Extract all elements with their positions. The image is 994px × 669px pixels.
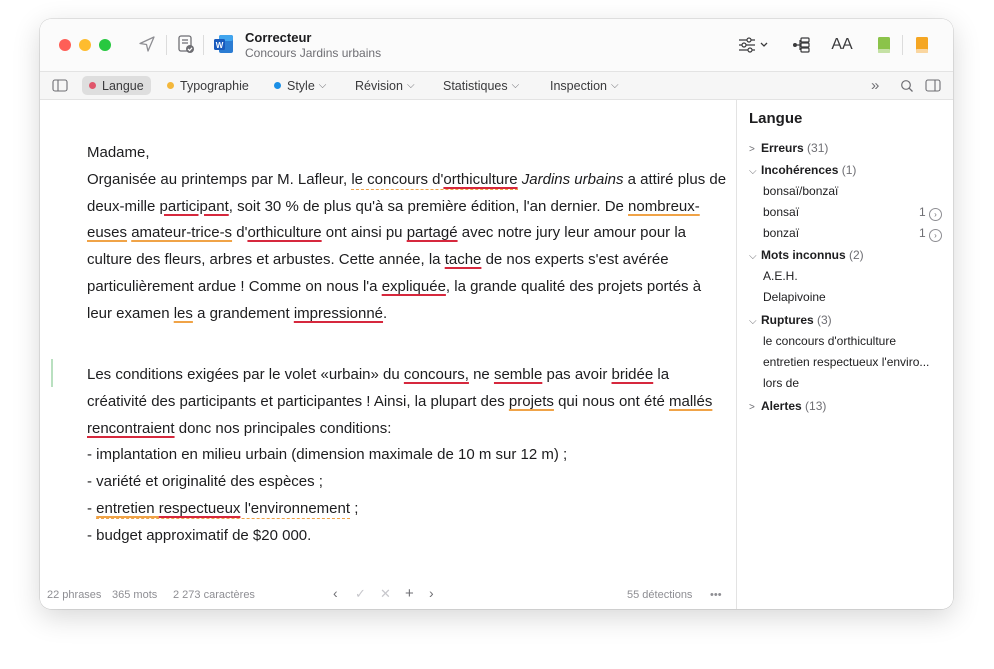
reject-icon[interactable]: ✕	[380, 586, 391, 601]
paragraph-1-body	[87, 167, 727, 328]
next-icon[interactable]: ›	[429, 585, 434, 601]
chevrons-right-icon[interactable]: »	[871, 77, 880, 94]
accept-icon[interactable]: ✓	[355, 586, 366, 601]
langue-dot	[89, 82, 96, 89]
previous-icon[interactable]: ‹	[333, 585, 338, 601]
sliders-icon[interactable]	[737, 34, 771, 56]
caracteres-count: 2 273 caractères	[173, 589, 255, 601]
error-highlight[interactable]: orthiculture	[247, 224, 322, 242]
error-highlight[interactable]: expliquée	[381, 277, 446, 295]
item-label: bonsaï	[763, 205, 800, 219]
text-run: donc nos principales conditions:	[174, 419, 392, 437]
error-highlight[interactable]: bridée	[611, 366, 654, 383]
group-alertes[interactable]	[749, 397, 949, 415]
text-run: Organisée au printemps par M. Lafleur,	[87, 170, 352, 188]
group-label: Mots inconnus	[761, 248, 846, 262]
orange-book-icon[interactable]	[911, 34, 933, 56]
tab-style[interactable]	[274, 76, 326, 95]
error-highlight[interactable]: rencontraient	[87, 419, 175, 437]
tab-typographie[interactable]	[167, 76, 249, 95]
text-run: ne	[468, 366, 494, 383]
tab-revision[interactable]	[355, 76, 415, 95]
typography-highlight[interactable]: amateur-trice-s	[131, 224, 233, 242]
minimize-window-button[interactable]	[79, 39, 91, 51]
text-run: la créativité des participants et participantes ! Ainsi, la plupart des	[87, 366, 670, 410]
item-label: bonzaï	[763, 226, 800, 240]
paragraph-margin-marker	[51, 359, 53, 387]
green-book-icon[interactable]	[873, 34, 895, 56]
group-erreurs[interactable]	[749, 139, 949, 157]
group-count: (3)	[817, 313, 832, 327]
paragraph-2-body	[87, 362, 727, 442]
text-run: ont ainsi pu	[321, 224, 407, 242]
search-icon[interactable]	[898, 77, 916, 94]
typography-highlight[interactable]: projets	[508, 392, 554, 410]
group-count: (31)	[807, 141, 829, 155]
group-label: Incohérences	[761, 163, 839, 177]
chevron-down-icon: ⌵	[406, 80, 415, 91]
text-run: , la grande qualité des projets portés à leur examen	[87, 277, 702, 322]
text-run: Les conditions exigées par le volet «urbain» du	[87, 366, 404, 383]
svg-text:W: W	[215, 41, 224, 50]
rupture-highlight[interactable]	[96, 500, 350, 519]
tab-label: Langue	[102, 78, 144, 93]
chevron-down-icon: ⌵	[318, 80, 327, 91]
list-item	[87, 496, 727, 523]
disclosure-down-icon: ⌵	[749, 316, 757, 327]
rupture-item[interactable]: entretien respectueux l'enviro...	[763, 355, 930, 369]
text-run: avec notre jury leur amour pour la culture des fleurs, arbres et arbustes. Cette année, la	[87, 224, 687, 269]
detections-count: 55 détections	[627, 589, 693, 601]
app-title: Correcteur	[245, 30, 312, 45]
typography-highlight[interactable]: mallés	[669, 392, 713, 410]
sidebar-panel	[736, 100, 953, 609]
text-run: de nos experts s'est avérée particulièrement ardue ! Comme on nous l'a	[87, 251, 669, 295]
sidebar-title: Langue	[749, 110, 803, 127]
tab-label: Typographie	[180, 78, 249, 93]
sidebar-right-icon[interactable]	[924, 77, 942, 94]
rupture-highlight[interactable]	[351, 171, 517, 190]
text-run: a grandement	[192, 304, 294, 322]
text-run: d'	[232, 224, 248, 242]
unknown-word-item[interactable]: A.E.H.	[763, 269, 798, 283]
tree-icon[interactable]	[790, 34, 812, 56]
salutation: Madame,	[87, 144, 150, 161]
zoom-window-button[interactable]	[99, 39, 111, 51]
error-highlight[interactable]: impressionné	[293, 304, 384, 322]
typography-highlight: entretien	[96, 499, 159, 517]
error-highlight[interactable]: participant	[159, 197, 229, 215]
group-count: (2)	[849, 248, 864, 262]
document-area[interactable]	[40, 100, 736, 609]
tab-statistiques[interactable]	[443, 76, 519, 95]
disclosure-right-icon: >	[749, 402, 755, 413]
error-highlight[interactable]: semble	[493, 366, 543, 383]
list-item: - implantation en milieu urbain (dimension maximale de 10 m sur 12 m) ;	[87, 446, 568, 464]
more-icon[interactable]: •••	[710, 589, 722, 601]
text-run: l'environnement	[240, 499, 351, 517]
document-check-icon[interactable]	[175, 32, 197, 56]
phrases-count: 22 phrases	[47, 589, 102, 601]
text-run: -	[87, 499, 97, 517]
chevron-circle-right-icon: ›	[929, 229, 942, 242]
paragraph-2[interactable]	[87, 362, 727, 550]
group-ruptures[interactable]	[749, 311, 949, 329]
error-highlight[interactable]: concours,	[403, 366, 469, 383]
tab-label: Révision	[355, 78, 403, 93]
item-count-badge: 1 ›	[919, 224, 942, 242]
text-run: , soit 30 % de plus qu'à sa première édition, l'an dernier. De	[228, 197, 629, 215]
group-count: (1)	[841, 163, 857, 177]
title-block	[245, 30, 381, 61]
error-highlight[interactable]: tache	[444, 251, 482, 269]
status-bar	[40, 583, 736, 609]
word-app-icon[interactable]	[212, 32, 236, 56]
tab-label: Inspection	[550, 78, 607, 93]
tab-bar	[40, 72, 953, 100]
send-icon[interactable]	[136, 33, 158, 55]
rupture-item[interactable]: lors de	[763, 376, 800, 390]
group-incoherences[interactable]	[749, 161, 949, 179]
typographie-dot	[167, 82, 174, 89]
title-bar	[40, 19, 953, 72]
disclosure-right-icon: >	[749, 144, 755, 155]
app-window	[40, 19, 953, 609]
chevron-circle-right-icon: ›	[929, 208, 942, 221]
add-icon[interactable]: +	[405, 585, 414, 602]
error-highlight[interactable]: orthiculture	[443, 170, 518, 188]
disclosure-down-icon: ⌵	[749, 166, 757, 177]
tab-langue[interactable]	[82, 76, 151, 95]
sidebar-left-icon[interactable]	[51, 77, 69, 94]
incoherence-item[interactable]	[763, 224, 946, 242]
text-run: .	[383, 304, 388, 322]
error-highlight: respectueux	[158, 499, 241, 517]
tab-label: Style	[287, 78, 315, 93]
group-mots-inconnus[interactable]	[749, 246, 949, 264]
mots-count: 365 mots	[112, 589, 158, 601]
typography-highlight[interactable]: les	[173, 304, 193, 322]
paragraph-1[interactable]	[87, 140, 727, 328]
style-dot	[274, 82, 281, 89]
text-run: a attiré plus de deux-mille	[87, 170, 727, 215]
tab-label: Statistiques	[443, 78, 508, 93]
text-run: qui nous ont été	[553, 392, 670, 410]
incoherence-item[interactable]	[763, 203, 946, 221]
group-label: Alertes	[761, 399, 802, 413]
list-item: - budget approximatif de $20 000.	[87, 526, 312, 544]
text-size-icon[interactable]: AA	[831, 36, 853, 53]
group-label: Erreurs	[761, 141, 804, 155]
italic-title: Jardins urbains	[521, 170, 624, 188]
group-label: Ruptures	[761, 313, 814, 327]
typography-highlight[interactable]: nombreux-euses	[87, 197, 700, 242]
rupture-item[interactable]: le concours d'orthiculture	[763, 334, 897, 348]
incoherence-group-item[interactable]: bonsaï/bonzaï	[763, 184, 839, 198]
document-title: Concours Jardins urbains	[245, 46, 382, 60]
group-count: (13)	[805, 399, 827, 413]
chevron-down-icon: ⌵	[511, 80, 520, 91]
tab-inspection[interactable]	[550, 76, 619, 95]
text-run: pas avoir	[542, 366, 612, 383]
disclosure-down-icon: ⌵	[749, 251, 757, 262]
error-highlight[interactable]: partagé	[406, 224, 458, 242]
close-window-button[interactable]	[59, 39, 71, 51]
chevron-down-icon: ⌵	[610, 80, 619, 91]
text-run: ;	[350, 499, 359, 517]
text-run: le concours d'	[351, 170, 444, 188]
unknown-word-item[interactable]: Delapivoine	[763, 290, 826, 304]
item-count-badge: 1 ›	[919, 203, 942, 221]
list-item: - variété et originalité des espèces ;	[87, 473, 323, 491]
